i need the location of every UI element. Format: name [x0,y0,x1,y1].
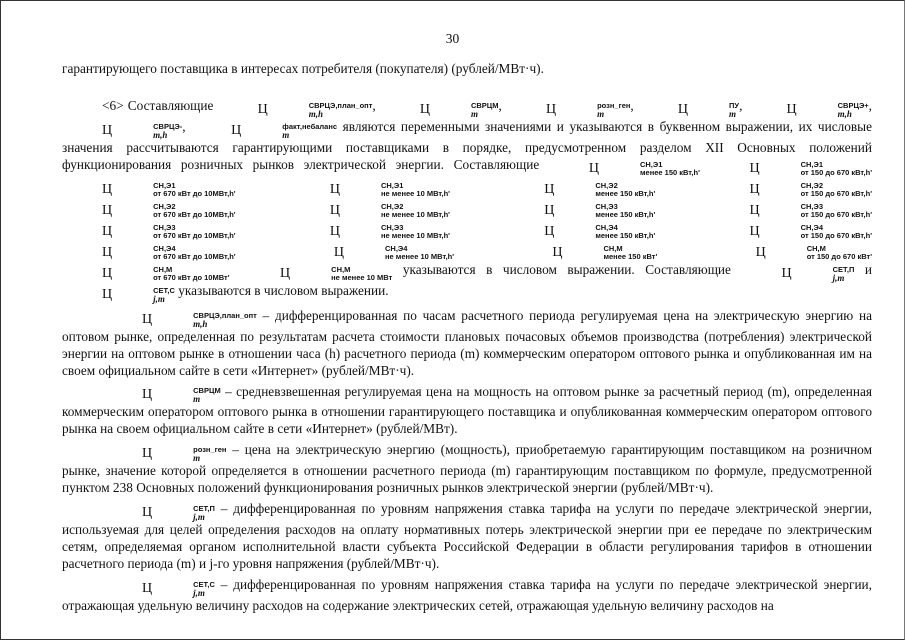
symbol-base: Ц [329,181,340,197]
symbol-base: Ц [755,244,766,260]
variable-symbol [290,224,450,240]
symbol-superscript: розн_ген [193,445,227,455]
symbol-subscript: m [193,394,201,405]
p6-after-list: указываются в числовом выражении. Составляющие [402,261,731,277]
variable-symbol [290,182,450,198]
p6-sym-setp [741,262,855,283]
definition-paragraph [62,576,872,614]
symbol-base: Ц [677,102,688,117]
variable-symbol [62,266,230,282]
variable-symbol [709,224,872,240]
symbol-subscript: m,h [308,108,323,119]
variable-symbol [191,123,337,139]
symbol-base: Ц [142,446,153,462]
variable-symbol [218,102,373,118]
definition-paragraph [62,441,872,496]
symbol-superscript: СЕТ,П [832,264,855,274]
symbol-subscript: j,m [832,272,845,283]
symbol-subscript: m [597,108,605,119]
symbol-superscript: розн_ген [597,100,631,110]
symbol-base: Ц [749,160,760,176]
definition-text: – дифференцированная по часам расчетного периода регулируемая цена на электрическую энергию на оптовом рынке, определенная по результатам расчета стоимости плановых почасовых объемов производства (потребления) электрической энергии на оптовом рынке в отношении часа (h) расчетного периода (m) коммерческим оператором оптового рынка и опубликованная им на своем официальном сайте в сети «Интернет» (рублей/МВт·ч). [62,307,872,378]
definition-text: – средневзвешенная регулируемая цена на мощность на оптовом рынке за расчетный период (m), определенная коммерческим оператором оптового рынка в отношении гарантирующего поставщика и опубликованная коммерческим оператором оптового рынка на своем официальном сайте в сети «Интернет» (рублей/МВт). [62,383,872,437]
symbol-superscript: СЕТ,С [193,580,215,590]
symbol-base: Ц [231,122,242,138]
symbol-base: Ц [749,181,760,197]
symbol-base: Ц [102,122,113,138]
symbol-superscript: СН,Э3 [153,222,176,232]
symbol-subscript: от 670 кВт до 10МВт,h' [153,251,236,261]
variable-symbol [504,182,655,198]
symbol-base: Ц [142,387,153,403]
variable-symbol [709,182,872,198]
symbol-superscript: СЕТ,П [193,504,215,514]
symbol-base: Ц [552,244,563,260]
symbol-superscript: СН,Э3 [595,201,618,211]
symbol-superscript: СВРЦМ [470,100,499,110]
symbol-superscript: СН,М [603,243,623,253]
symbol-superscript: ПУ [729,100,740,110]
symbol-base: Ц [329,202,340,218]
variable-symbol [62,245,236,261]
variable-symbol [709,203,872,219]
document-body [62,60,872,614]
symbol-base: Ц [102,202,113,218]
symbol-superscript: СН,М [153,264,173,274]
symbol-superscript: СН,М [331,264,351,274]
symbol-superscript: факт,небаланс [282,121,338,131]
variable-symbol [294,245,454,261]
symbol-subscript: m,h [193,318,208,329]
variable-symbol [380,102,499,118]
symbol-base: Ц [102,265,113,281]
variable-symbol [716,245,872,261]
symbol-base: Ц [544,181,555,197]
symbol-base: Ц [545,102,557,117]
symbol-base: Ц [102,244,113,260]
variable-symbol [638,102,739,118]
symbol-base: Ц [544,223,555,239]
symbol-subscript: менее 150 кВт,h' [595,230,656,240]
variable-symbol [504,224,655,240]
symbol-base: Ц [781,265,792,281]
symbol-base: Ц [749,202,760,218]
definition-paragraph [62,383,872,438]
symbol-superscript: СН,Э1 [380,180,404,190]
variable-symbol [62,182,236,198]
symbol-subscript: от 150 до 670 кВт' [806,251,872,261]
symbol-superscript: СН,Э3 [380,222,404,232]
symbol-subscript: m [470,108,478,119]
p6-end: указываются в числовом выражении. [178,282,389,298]
variable-symbol [102,581,215,597]
symbol-base: Ц [333,244,345,260]
variable-symbol [290,203,450,219]
p6-and: и [864,261,872,277]
symbol-subscript: менее 150 кВт,h' [595,188,656,198]
symbol-superscript: СН,Э4 [800,222,824,232]
symbol-subscript: менее 150 кВт' [603,251,658,261]
symbol-base: Ц [588,160,599,176]
symbol-base: Ц [749,223,760,239]
symbol-subscript: j,m [193,512,205,523]
symbol-base: Ц [102,181,113,197]
symbol-base: Ц [102,223,113,239]
symbol-subscript: от 150 до 670 кВт,h' [800,167,872,177]
symbol-superscript: СН,М [806,243,826,253]
paragraph-6 [62,97,872,303]
variable-symbol [504,203,655,219]
variable-symbol [62,203,236,219]
symbol-subscript: m [282,129,290,140]
symbol-subscript: не менее 10 МВт,h' [385,251,455,261]
symbol-base: Ц [280,265,291,281]
symbol-subscript: от 670 кВт до 10МВт,h' [153,209,236,219]
definition-text: – дифференцированная по уровням напряжения ставка тарифа на услуги по передаче электрической энергии, отражающая удельную величину расходов на содержание электрических сетей, отражающая удельную величину расходов на [62,577,872,614]
p6-vars-group-1: Ц СВРЦЭ,план_опт m,h , Ц СВРЦМ m , Ц розн_ген m , Ц ПУ m , Ц СВРЦЭ+ m,h , Ц СВРЦЭ- m,h , Ц факт,небаланс m [62,98,872,134]
variable-symbol [506,102,630,118]
symbol-base: Ц [142,311,153,327]
symbol-superscript: СН,Э2 [153,201,176,211]
symbol-base: Ц [786,102,797,117]
symbol-subscript: m,h [153,129,168,140]
variable-symbol [102,312,257,328]
definition-paragraph [62,307,872,379]
symbol-base: Ц [142,581,153,597]
variable-symbol [512,245,657,261]
symbol-subscript: не менее 10 МВт,h' [380,209,450,219]
symbol-subscript: от 150 до 670 кВт,h' [800,188,872,198]
symbol-superscript: СВРЦЭ- [153,121,183,131]
variable-symbol [102,446,226,462]
definition-text: – дифференцированная по уровням напряжения ставка тарифа на услуги по передаче электрической энергии, используемая для целей определения расходов на оплату нормативных потерь электрической энергии при ее передаче по электрическим сетям, определяемая органом исполнительной власти субъекта Российской Федерации в области регулирования тарифов в отношении расчетного периода (m) и j-го уровня напряжения (рублей/МВт·ч). [62,501,872,572]
variable-symbol [709,161,872,177]
symbol-subscript: от 670 кВт до 10МВт,h' [153,230,236,240]
symbol-base: Ц [419,102,430,117]
symbol-superscript: СН,Э4 [595,222,618,232]
symbol-superscript: СВРЦЭ,план_опт [308,100,373,110]
symbol-superscript: СН,Э4 [385,243,408,253]
p6-mid: Составляющие [453,156,540,172]
p6-intro: <6> Составляющие [102,98,214,113]
definition-paragraph [62,500,872,572]
symbol-subscript: от 670 кВт до 10МВт,h' [153,188,236,198]
symbol-subscript: менее 150 кВт,h' [639,167,700,177]
symbol-subscript: менее 150 кВт,h' [595,209,656,219]
variable-symbol [747,102,869,118]
definition-text: – цена на электрическую энергию (мощность), приобретаемую гарантирующим поставщиком на розничном рынке, значение которой определяется в отношении расчетного периода (m) гарантирующим поставщиком по формуле, предусмотренной пунктом 238 Основных положений функционирования розничных рынков электрической энергии (рублей/МВт·ч). [62,442,872,496]
variable-symbol [62,224,236,240]
symbol-subscript: не менее 10 МВт,h' [380,188,450,198]
symbol-subscript: от 150 до 670 кВт,h' [800,230,872,240]
variable-symbol [549,161,700,177]
variable-symbol [741,266,854,282]
symbol-superscript: СН,Э3 [800,201,824,211]
symbol-subscript: m [729,108,737,119]
symbol-base: Ц [142,505,153,521]
symbol-base: Ц [257,102,268,117]
p6-sym-setc [62,283,175,304]
variable-symbol [240,266,392,282]
symbol-subscript: m,h [837,108,852,119]
symbol-superscript: СЕТ,С [153,285,175,295]
symbol-superscript: СН,Э2 [800,180,824,190]
symbol-superscript: СН,Э1 [800,159,824,169]
symbol-subscript: j,m [153,293,165,304]
symbol-superscript: СВРЦЭ+ [837,100,869,110]
symbol-base: Ц [102,286,113,302]
symbol-superscript: СН,Э1 [639,159,663,169]
p6-tail: являются переменными значениями и указываются в буквенном выражении, их числовые значения рассчитываются гарантирующими поставщиками в порядке, предусмотренном разделом XII Основных положений функционирования розничных рынков электрической энергии. [62,118,872,172]
variable-symbol [62,287,175,303]
symbol-superscript: СН,Э2 [595,180,618,190]
page-number: 30 [445,31,460,46]
symbol-superscript: СВРЦЭ,план_опт [193,310,257,320]
symbol-superscript: СН,Э1 [153,180,176,190]
variable-symbol [102,505,215,521]
line-top: гарантирующего поставщика в интересах потребителя (покупателя) (рублей/МВт·ч). [62,61,544,76]
definitions-list [62,307,872,615]
symbol-superscript: СН,Э2 [380,201,404,211]
symbol-superscript: СН,Э4 [153,243,176,253]
variable-symbol [102,387,221,403]
symbol-base: Ц [544,202,555,218]
symbol-base: Ц [329,223,340,239]
variable-symbol [62,123,182,139]
symbol-subscript: не менее 10 МВт [331,272,393,282]
symbol-subscript: от 150 до 670 кВт,h' [800,209,872,219]
symbol-subscript: от 670 кВт до 10МВт' [153,272,230,282]
symbol-subscript: m [193,453,201,464]
symbol-subscript: не менее 10 МВт,h' [380,230,450,240]
symbol-subscript: j,m [193,588,205,599]
symbol-superscript: СВРЦМ [193,386,221,396]
